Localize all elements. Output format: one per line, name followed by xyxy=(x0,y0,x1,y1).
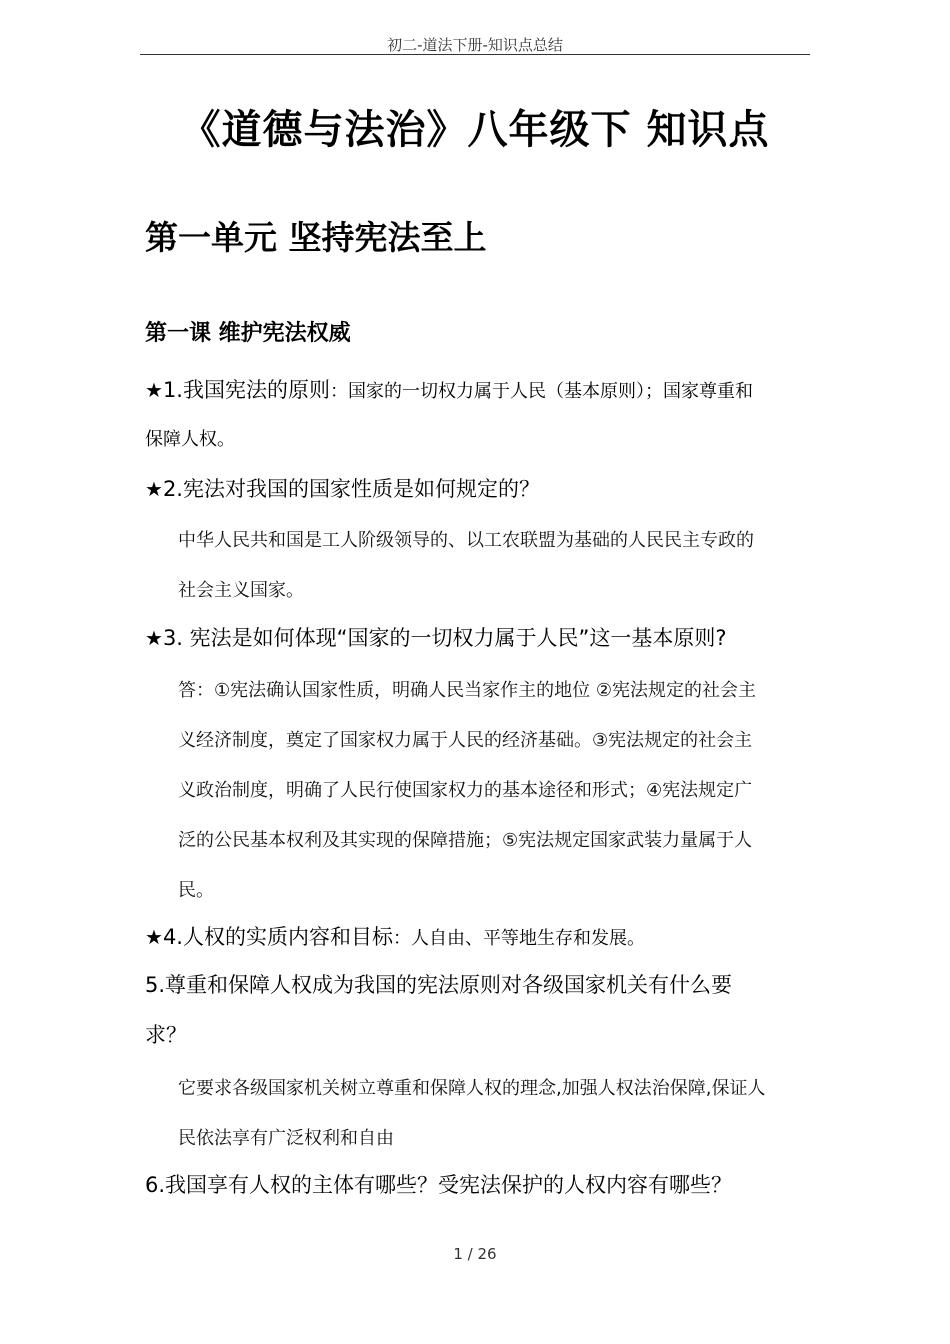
answer-line: 义政治制度，明确了人民行使国家权力的基本途径和形式；④宪法规定广 xyxy=(178,780,753,801)
unit-heading: 第一单元 坚持宪法至上 xyxy=(145,218,487,257)
page-number: 1 / 26 xyxy=(453,1245,497,1263)
header-divider xyxy=(140,54,810,55)
question-text: 3. 宪法是如何体现“国家的一切权力属于人民”这一基本原则? xyxy=(162,626,727,650)
answer-line: 泛的公民基本权利及其实现的保障措施；⑤宪法规定国家武装力量属于人 xyxy=(178,830,753,851)
question-6: 6.我国享有人权的主体有哪些？受宪法保护的人权内容有哪些？ xyxy=(145,1173,733,1197)
question-3 xyxy=(145,622,727,652)
question-4 xyxy=(145,921,645,951)
lesson-heading: 第一课 维护宪法权威 xyxy=(145,321,351,346)
question-1 xyxy=(145,374,753,404)
answer-inline: ：人自由、平等地生存和发展。 xyxy=(392,928,645,949)
question-5-continuation: 求？ xyxy=(145,1023,187,1047)
question-5: 5.尊重和保障人权成为我国的宪法原则对各级国家机关有什么要 xyxy=(145,973,733,997)
document-title: 《道德与法治》八年级下 知识点 xyxy=(180,107,770,153)
answer-line: 民依法享有广泛权利和自由 xyxy=(178,1128,394,1149)
star-icon: ★ xyxy=(145,378,163,402)
star-icon: ★ xyxy=(145,477,163,501)
star-icon: ★ xyxy=(145,626,163,650)
answer-line: 民。 xyxy=(178,880,214,901)
star-icon: ★ xyxy=(145,925,163,949)
answer-line: 义经济制度，奠定了国家权力属于人民的经济基础。③宪法规定的社会主 xyxy=(178,730,753,751)
answer-line: 它要求各级国家机关树立尊重和保障人权的理念,加强人权法治保障,保证人 xyxy=(178,1078,766,1099)
question-text: 1.我国宪法的原则 xyxy=(162,378,330,402)
question-text: 4.人权的实质内容和目标 xyxy=(162,925,393,949)
answer-inline: ：国家的一切权力属于人民（基本原则）；国家尊重和 xyxy=(329,381,753,402)
page-header: 初二-道法下册-知识点总结 xyxy=(387,36,563,54)
question-2 xyxy=(145,473,540,503)
answer-line: 中华人民共和国是工人阶级领导的、以工农联盟为基础的人民民主专政的 xyxy=(178,530,754,551)
question-text: 2.宪法对我国的国家性质是如何规定的？ xyxy=(162,477,540,501)
answer-continuation: 保障人权。 xyxy=(145,429,235,450)
answer-line: 答：①宪法确认国家性质，明确人民当家作主的地位 ②宪法规定的社会主 xyxy=(178,680,756,701)
answer-line: 社会主义国家。 xyxy=(178,580,304,601)
